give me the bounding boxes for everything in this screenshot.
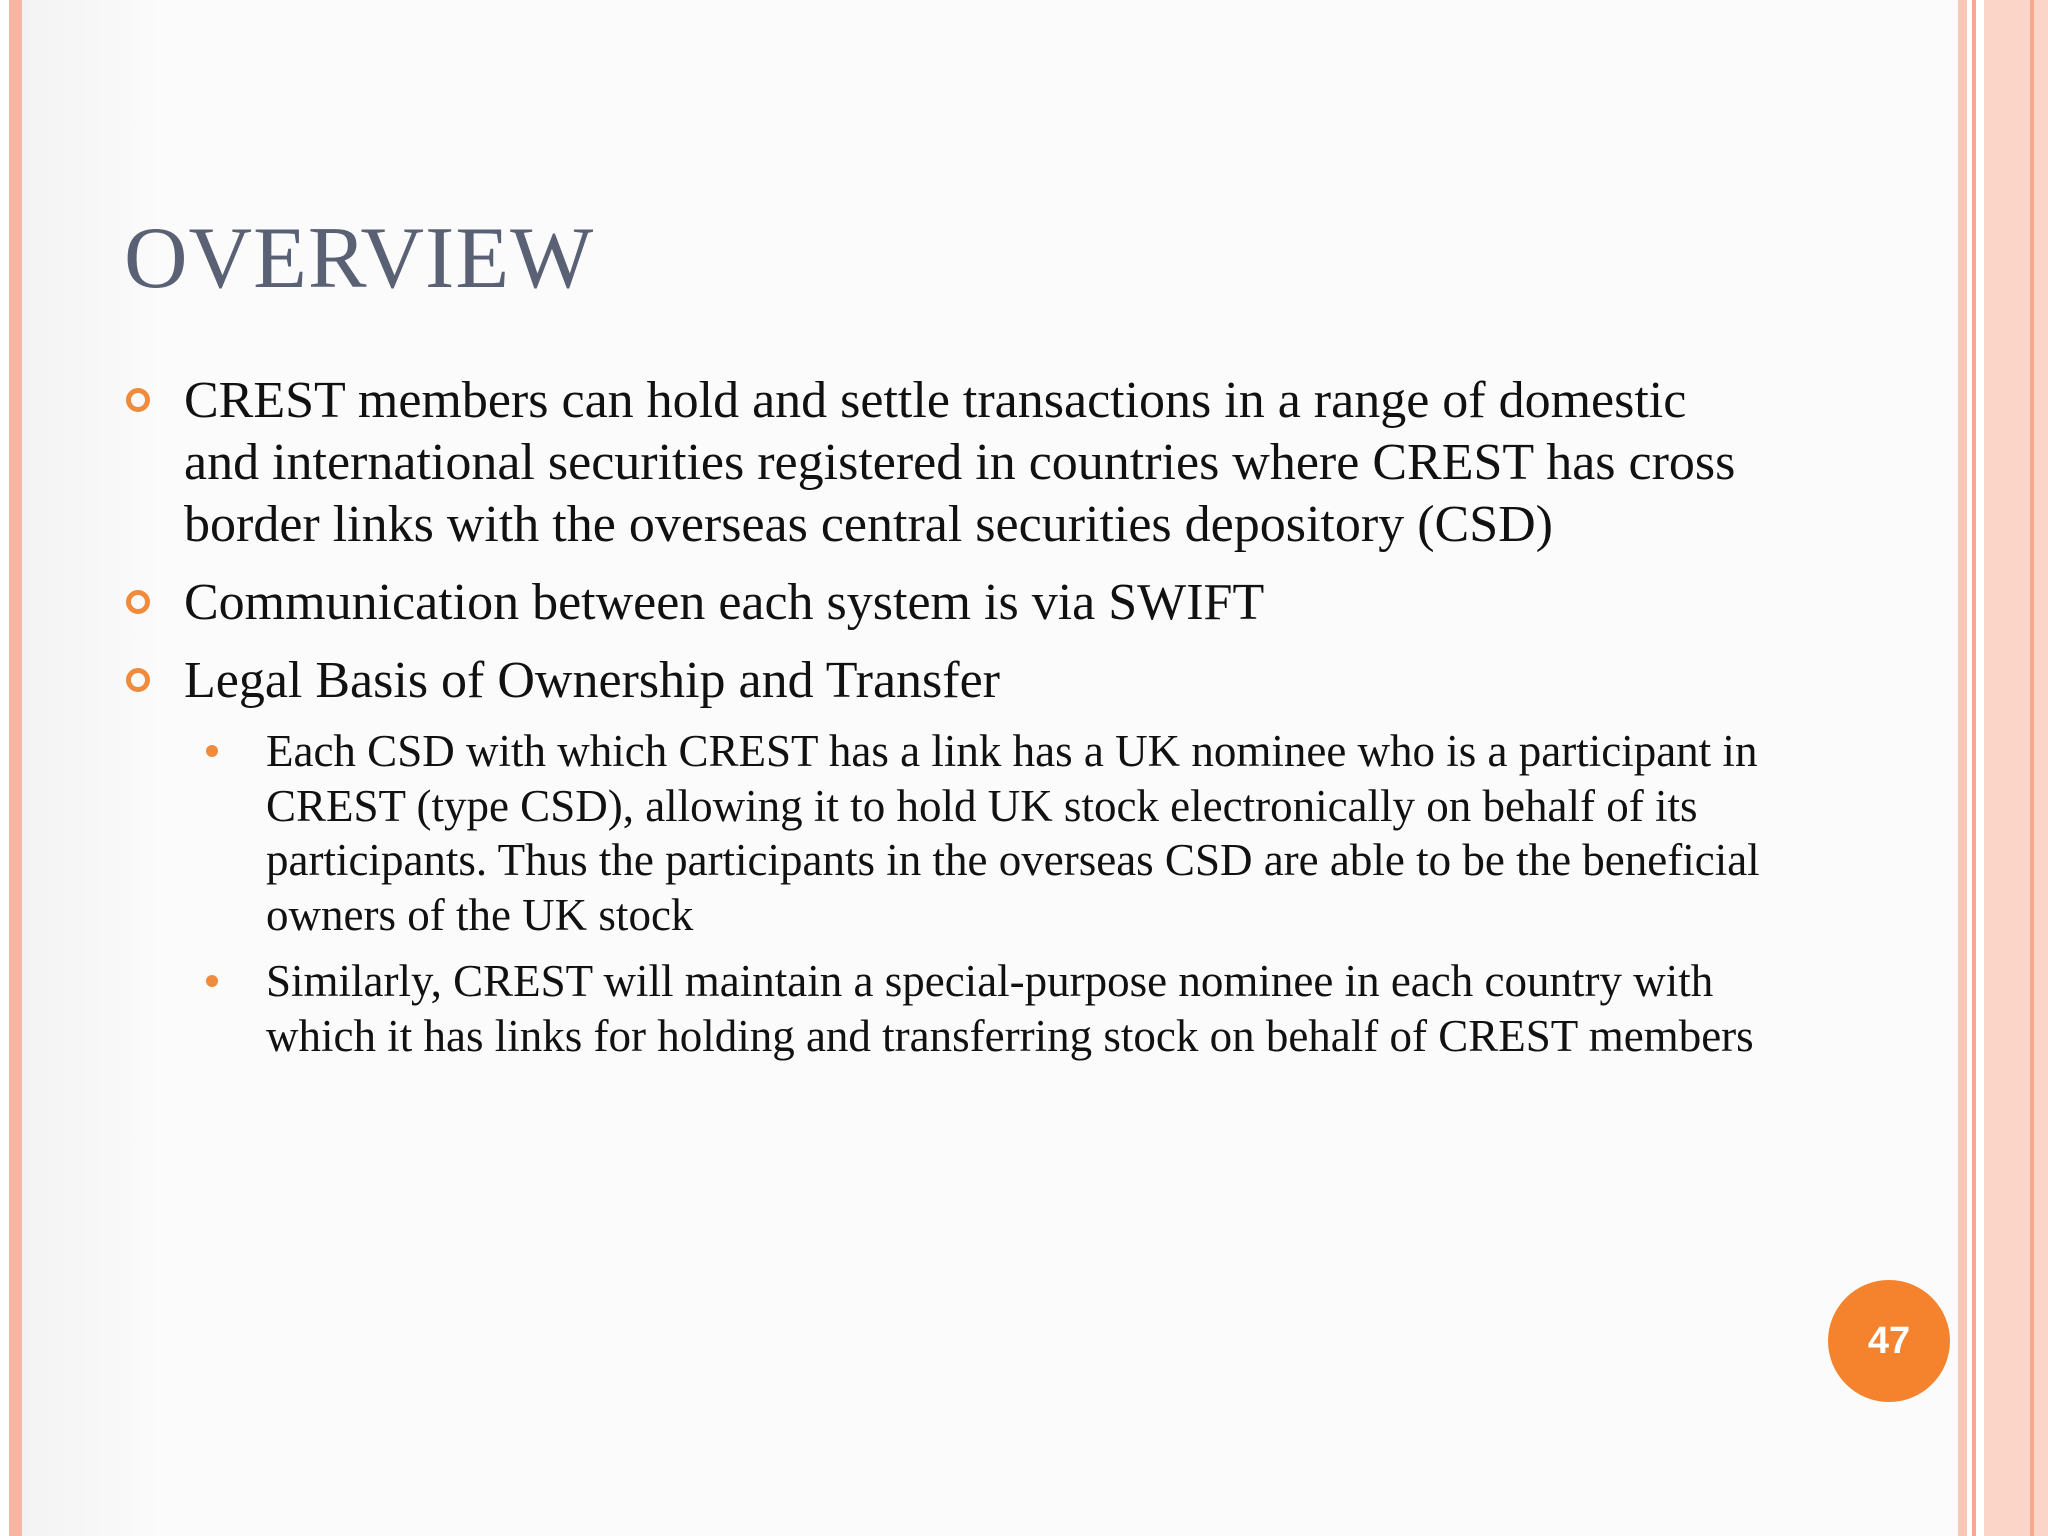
- sub-bullet-item: [124, 724, 1764, 942]
- slide-title: OVERVIEW: [124, 210, 595, 307]
- right-stripes-decoration: [1958, 0, 2048, 1536]
- bullet-item: [124, 650, 1764, 712]
- sub-bullet-item: [124, 954, 1764, 1063]
- bullet-text: Communication between each system is via SWIFT: [184, 574, 1265, 631]
- sub-bullet-text: Similarly, CREST will maintain a special-purpose nominee in each country with which it has links for holding and transferring stock on behalf of CREST members: [266, 956, 1754, 1061]
- ring-bullet-icon: [126, 388, 150, 412]
- dot-bullet-icon: [206, 975, 218, 987]
- page-number-badge: 47: [1828, 1280, 1950, 1402]
- dot-bullet-icon: [206, 745, 218, 757]
- ring-bullet-icon: [126, 590, 150, 614]
- ring-bullet-icon: [126, 668, 150, 692]
- slide-content: [124, 370, 1764, 1075]
- bullet-text: CREST members can hold and settle transactions in a range of domestic and international securities registered in countries where CREST has cross border links with the overseas central securities depository (CSD): [184, 372, 1736, 553]
- sub-bullet-text: Each CSD with which CREST has a link has a UK nominee who is a participant in CREST (type CSD), allowing it to hold UK stock electronically on behalf of its participants. Thus the participants in the overseas CSD are able to be the beneficial owners of the UK stock: [266, 726, 1760, 940]
- sub-bullet-list: [124, 724, 1764, 1063]
- left-border-decoration: [0, 0, 22, 1536]
- bullet-item: [124, 370, 1764, 556]
- bullet-item: [124, 572, 1764, 634]
- bullet-text: Legal Basis of Ownership and Transfer: [184, 652, 1000, 709]
